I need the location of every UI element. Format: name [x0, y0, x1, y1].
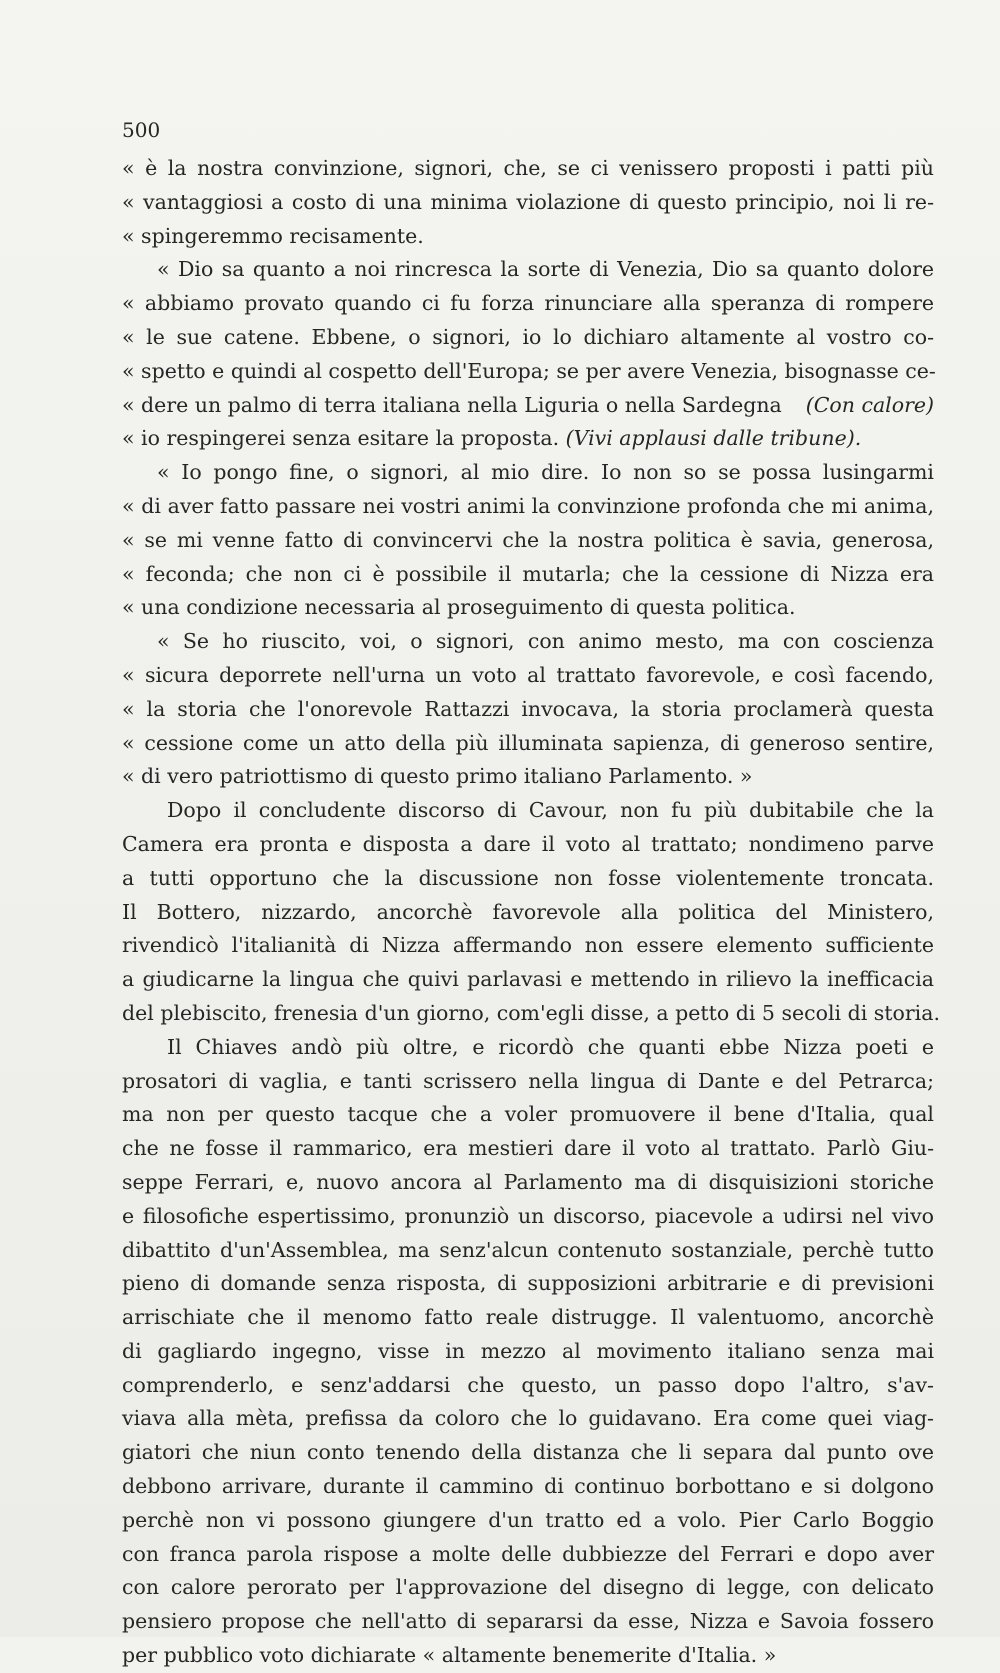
text-line: « le sue catene. Ebbene, o signori, io lo dichiaro altamente al vostro co-	[122, 324, 934, 349]
text-line: e filosofiche espertissimo, pronunziò un discorso, piacevole a udirsi nel vivo	[122, 1203, 934, 1228]
text-line: con calore perorato per l'approvazione del disegno di legge, con delicato	[122, 1575, 934, 1600]
text-line: viava alla mèta, prefissa da coloro che lo guidavano. Era come quei viag-	[122, 1406, 934, 1431]
text-line: « feconda; che non ci è possibile il mutarla; che la cessione di Nizza era	[122, 561, 934, 586]
text-line: « di aver fatto passare nei vostri animi la convinzione profonda che mi anima,	[122, 493, 934, 518]
text-line: per pubblico voto dichiarate « altamente benemerite d'Italia. »	[122, 1643, 777, 1668]
body-text	[122, 152, 940, 1673]
text-line-with-italic	[122, 389, 934, 423]
text-line: debbono arrivare, durante il cammino di continuo borbottano e si dolgono	[122, 1474, 934, 1499]
text-line: « Se ho riuscito, voi, o signori, con animo mesto, ma con coscienza	[157, 629, 934, 654]
text-line: che ne fosse il rammarico, era mestieri dare il voto al trattato. Parlò Giu-	[122, 1136, 934, 1161]
text-line: « abbiamo provato quando ci fu forza rinunciare alla speranza di rompere	[122, 291, 934, 316]
text-line: prosatori di vaglia, e tanti scrissero nella lingua di Dante e del Petrarca;	[122, 1068, 934, 1093]
text-fragment: « dere un palmo di terra italiana nella Liguria o nella Sardegna	[122, 392, 782, 417]
text-line: giatori che niun conto tenendo della distanza che li separa dal punto ove	[122, 1440, 934, 1465]
text-line: « la storia che l'onorevole Rattazzi invocava, la storia proclamerà questa	[122, 696, 934, 721]
text-line: « spetto e quindi al cospetto dell'Europa; se per avere Venezia, bisognasse ce-	[122, 358, 936, 383]
text-line: Il Bottero, nizzardo, ancorchè favorevole alla politica del Ministero,	[122, 899, 934, 924]
text-line: ma non per questo tacque che a voler promuovere il bene d'Italia, qual	[122, 1102, 934, 1127]
text-line: arrischiate che il menomo fatto reale distrugge. Il valentuomo, ancorchè	[122, 1305, 934, 1330]
text-line-with-italic	[122, 422, 934, 456]
text-line: di gagliardo ingegno, visse in mezzo al movimento italiano senza mai	[122, 1338, 934, 1363]
page-number: 500	[122, 118, 161, 142]
text-line: « vantaggiosi a costo di una minima violazione di questo principio, noi li re-	[122, 189, 934, 214]
text-line: « cessione come un atto della più illuminata sapienza, di generoso sentire,	[122, 730, 934, 755]
text-line: a tutti opportuno che la discussione non fosse violentemente troncata.	[122, 865, 934, 890]
italic-note-applausi: (Vivi applausi dalle tribune).	[565, 426, 862, 451]
text-line: pieno di domande senza risposta, di supposizioni arbitrarie e di previsioni	[122, 1271, 934, 1296]
text-line: Il Chiaves andò più oltre, e ricordò che quanti ebbe Nizza poeti e	[167, 1034, 934, 1059]
text-line: perchè non vi possono giungere d'un tratto ed a volo. Pier Carlo Boggio	[122, 1507, 934, 1532]
text-line: dibattito d'un'Assemblea, ma senz'alcun contenuto sostanziale, perchè tutto	[122, 1237, 934, 1262]
text-line: « sicura deporrete nell'urna un voto al trattato favorevole, e così facendo,	[122, 662, 934, 687]
text-line: del plebiscito, frenesia d'un giorno, com'egli disse, a petto di 5 secoli di storia.	[122, 1000, 940, 1025]
text-line: « una condizione necessaria al proseguimento di questa politica.	[122, 595, 796, 620]
text-line: « Dio sa quanto a noi rincresca la sorte di Venezia, Dio sa quanto dolore	[157, 257, 934, 282]
text-line: seppe Ferrari, e, nuovo ancora al Parlamento ma di disquisizioni storiche	[122, 1169, 934, 1194]
text-line: rivendicò l'italianità di Nizza affermando non essere elemento sufficiente	[122, 933, 934, 958]
text-line: comprenderlo, e senz'addarsi che questo, un passo dopo l'altro, s'av-	[122, 1372, 934, 1397]
text-line: Camera era pronta e disposta a dare il voto al trattato; nondimeno parve	[122, 831, 934, 856]
text-line: « se mi venne fatto di convincervi che la nostra politica è savia, generosa,	[122, 527, 934, 552]
italic-note-con-calore: (Con calore)	[805, 392, 934, 417]
text-line: pensiero propose che nell'atto di separarsi da esse, Nizza e Savoia fossero	[122, 1609, 934, 1634]
text-fragment: « io respingerei senza esitare la proposta.	[122, 426, 560, 451]
text-line: « è la nostra convinzione, signori, che, se ci venissero proposti i patti più	[122, 156, 934, 180]
text-line: Dopo il concludente discorso di Cavour, non fu più dubitabile che la	[167, 798, 934, 823]
text-line: « di vero patriottismo di questo primo italiano Parlamento. »	[122, 764, 753, 789]
text-line: con franca parola rispose a molte delle dubbiezze del Ferrari e dopo aver	[122, 1541, 934, 1566]
text-line: a giudicarne la lingua che quivi parlavasi e mettendo in rilievo la inefficacia	[122, 967, 934, 992]
text-line: « spingeremmo recisamente.	[122, 223, 424, 248]
text-line: « Io pongo fine, o signori, al mio dire. Io non so se possa lusingarmi	[157, 460, 934, 485]
